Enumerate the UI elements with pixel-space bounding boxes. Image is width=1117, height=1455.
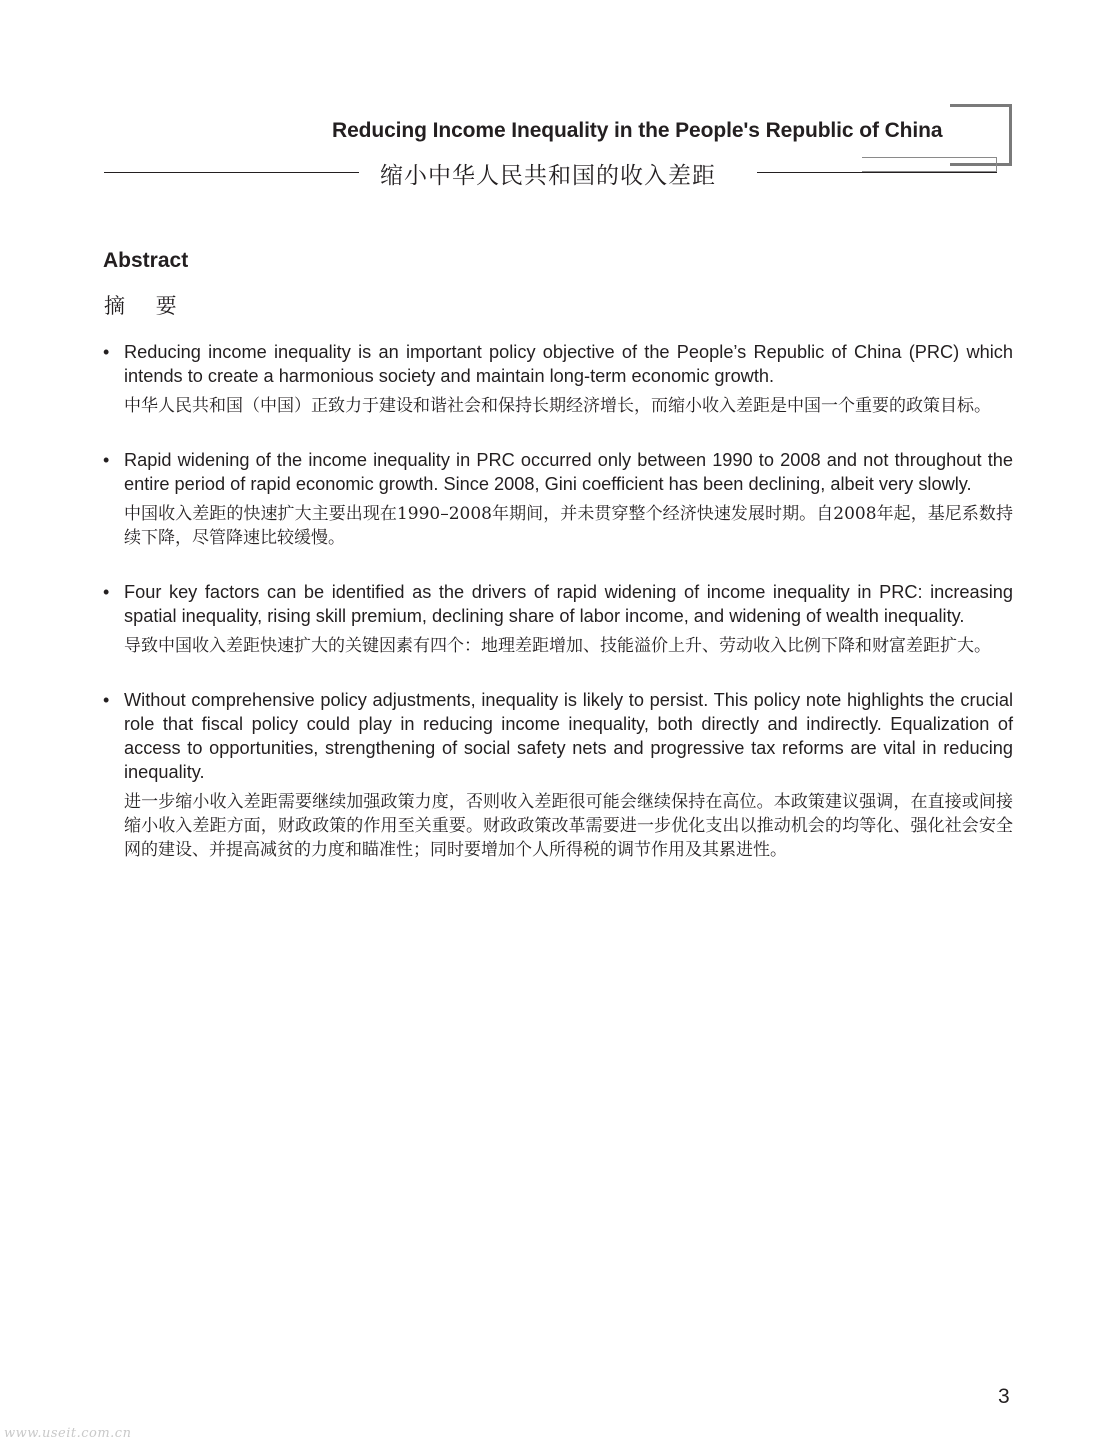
bullet-text-chinese: 导致中国收入差距快速扩大的关键因素有四个：地理差距增加、技能溢价上升、劳动收入比例下降和财富差距扩大。 (124, 636, 991, 656)
bullet-text-english: Rapid widening of the income inequality in PRC occurred only between 1990 to 2008 and not throughout the entire period of rapid economic growth. Since 2008, Gini coefficient has been declining, albeit very slowly. (124, 450, 1013, 494)
header-rule-right (757, 172, 997, 173)
page-number: 3 (998, 1385, 1010, 1408)
header-rule-left (104, 172, 359, 173)
bullet-item-4 (103, 688, 1013, 862)
bullet-marker: • (103, 582, 110, 602)
bullet-item-1 (103, 340, 1013, 418)
bullet-text-english: Four key factors can be identified as the drivers of rapid widening of income inequality in PRC: increasing spatial inequality, rising skill premium, declining share of labor income, and widening of wealth inequality. (124, 582, 1013, 626)
abstract-heading-chinese: 摘 要 (104, 294, 189, 318)
watermark-text: www.useit.com.cn (4, 1426, 132, 1441)
header-title-english: Reducing Income Inequality in the People's Republic of China (332, 119, 943, 142)
bullet-item-3 (103, 580, 1013, 658)
bullet-text-english: Without comprehensive policy adjustments, inequality is likely to persist. This policy note highlights the crucial role that fiscal policy could play in reducing income inequality, both directly and indirectly. Equalization of access to opportunities, strengthening of social safety nets and progressive tax reforms are vital in reducing inequality. (124, 690, 1013, 782)
bullet-text-chinese: 进一步缩小收入差距需要继续加强政策力度，否则收入差距很可能会继续保持在高位。本政策建议强调，在直接或间接缩小收入差距方面，财政政策的作用至关重要。财政政策改革需要进一步优化支出以推动机会的均等化、强化社会安全网的建设、并提高减贫的力度和瞄准性；同时要增加个人所得税的调节作用及其累进性。 (124, 792, 1013, 860)
abstract-bullet-list (103, 340, 1013, 892)
bullet-marker: • (103, 342, 110, 362)
bullet-marker: • (103, 450, 110, 470)
bullet-text-english: Reducing income inequality is an important policy objective of the People’s Republic of China (PRC) which intends to create a harmonious society and maintain long-term economic growth. (124, 342, 1013, 386)
bullet-text-chinese: 中华人民共和国（中国）正致力于建设和谐社会和保持长期经济增长，而缩小收入差距是中国一个重要的政策目标。 (124, 396, 991, 416)
bullet-text-chinese: 中国收入差距的快速扩大主要出现在1990–2008年期间，并未贯穿整个经济快速发展时期。自2008年起，基尼系数持续下降，尽管降速比较缓慢。 (124, 504, 1013, 548)
header-title-chinese: 缩小中华人民共和国的收入差距 (380, 163, 716, 189)
abstract-heading-english: Abstract (103, 249, 189, 272)
bullet-marker: • (103, 690, 110, 710)
header-corner-inner-decoration (862, 157, 997, 172)
bullet-item-2 (103, 448, 1013, 550)
